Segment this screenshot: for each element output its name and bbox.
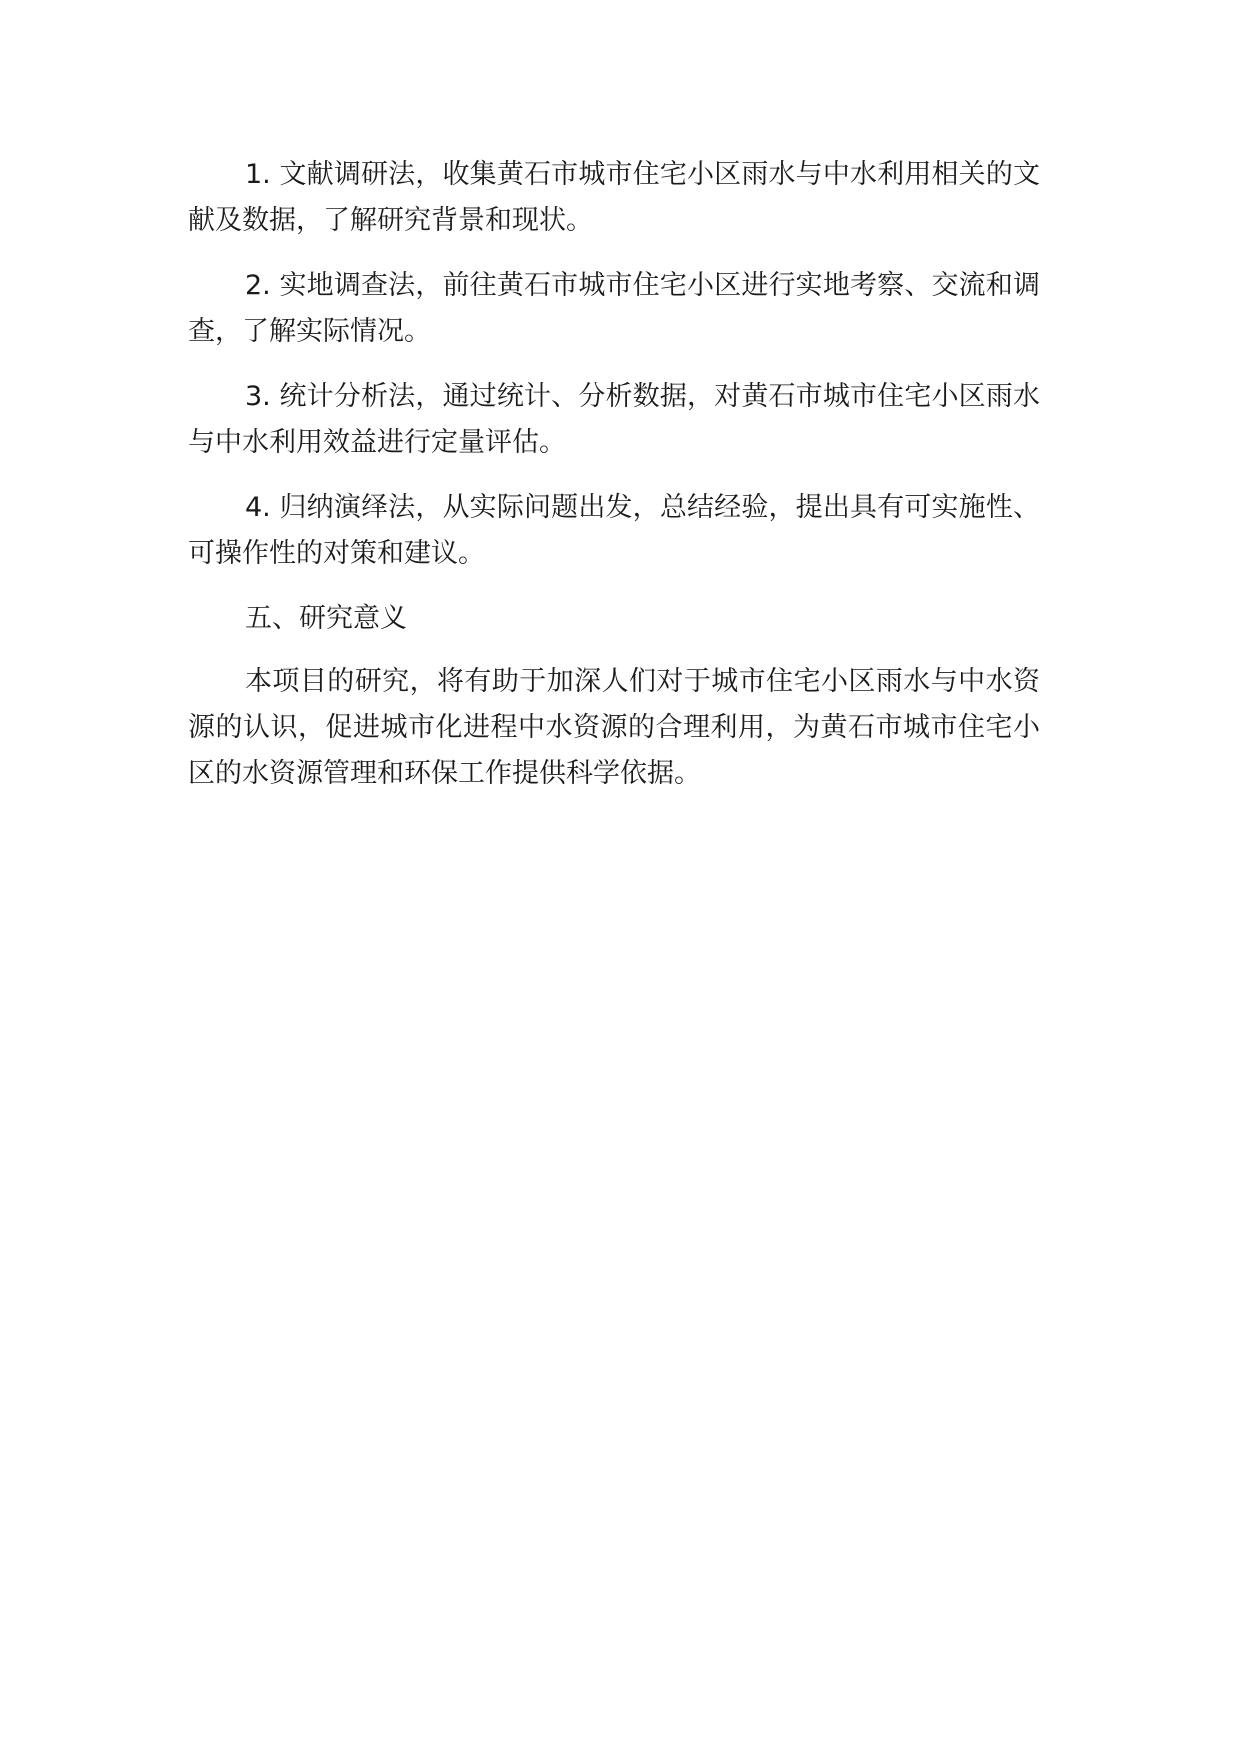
document-body [188,152,1040,816]
method-item-induction: 4. 归纳演绎法，从实际问题出发，总结经验，提出具有可实施性、可操作性的对策和建议。 [188,492,1040,569]
method-item-statistics: 3. 统计分析法，通过统计、分析数据，对黄石市城市住宅小区雨水与中水利用效益进行定量评估。 [188,381,1040,458]
method-item-literature: 1. 文献调研法，收集黄石市城市住宅小区雨水与中水利用相关的文献及数据，了解研究背景和现状。 [188,159,1040,236]
method-item-field-survey: 2. 实地调查法，前往黄石市城市住宅小区进行实地考察、交流和调查，了解实际情况。 [188,270,1040,347]
section-heading: 五、研究意义 [245,603,407,634]
significance-paragraph: 本项目的研究，将有助于加深人们对于城市住宅小区雨水与中水资源的认识，促进城市化进程中水资源的合理利用，为黄石市城市住宅小区的水资源管理和环保工作提供科学依据。 [188,666,1040,789]
